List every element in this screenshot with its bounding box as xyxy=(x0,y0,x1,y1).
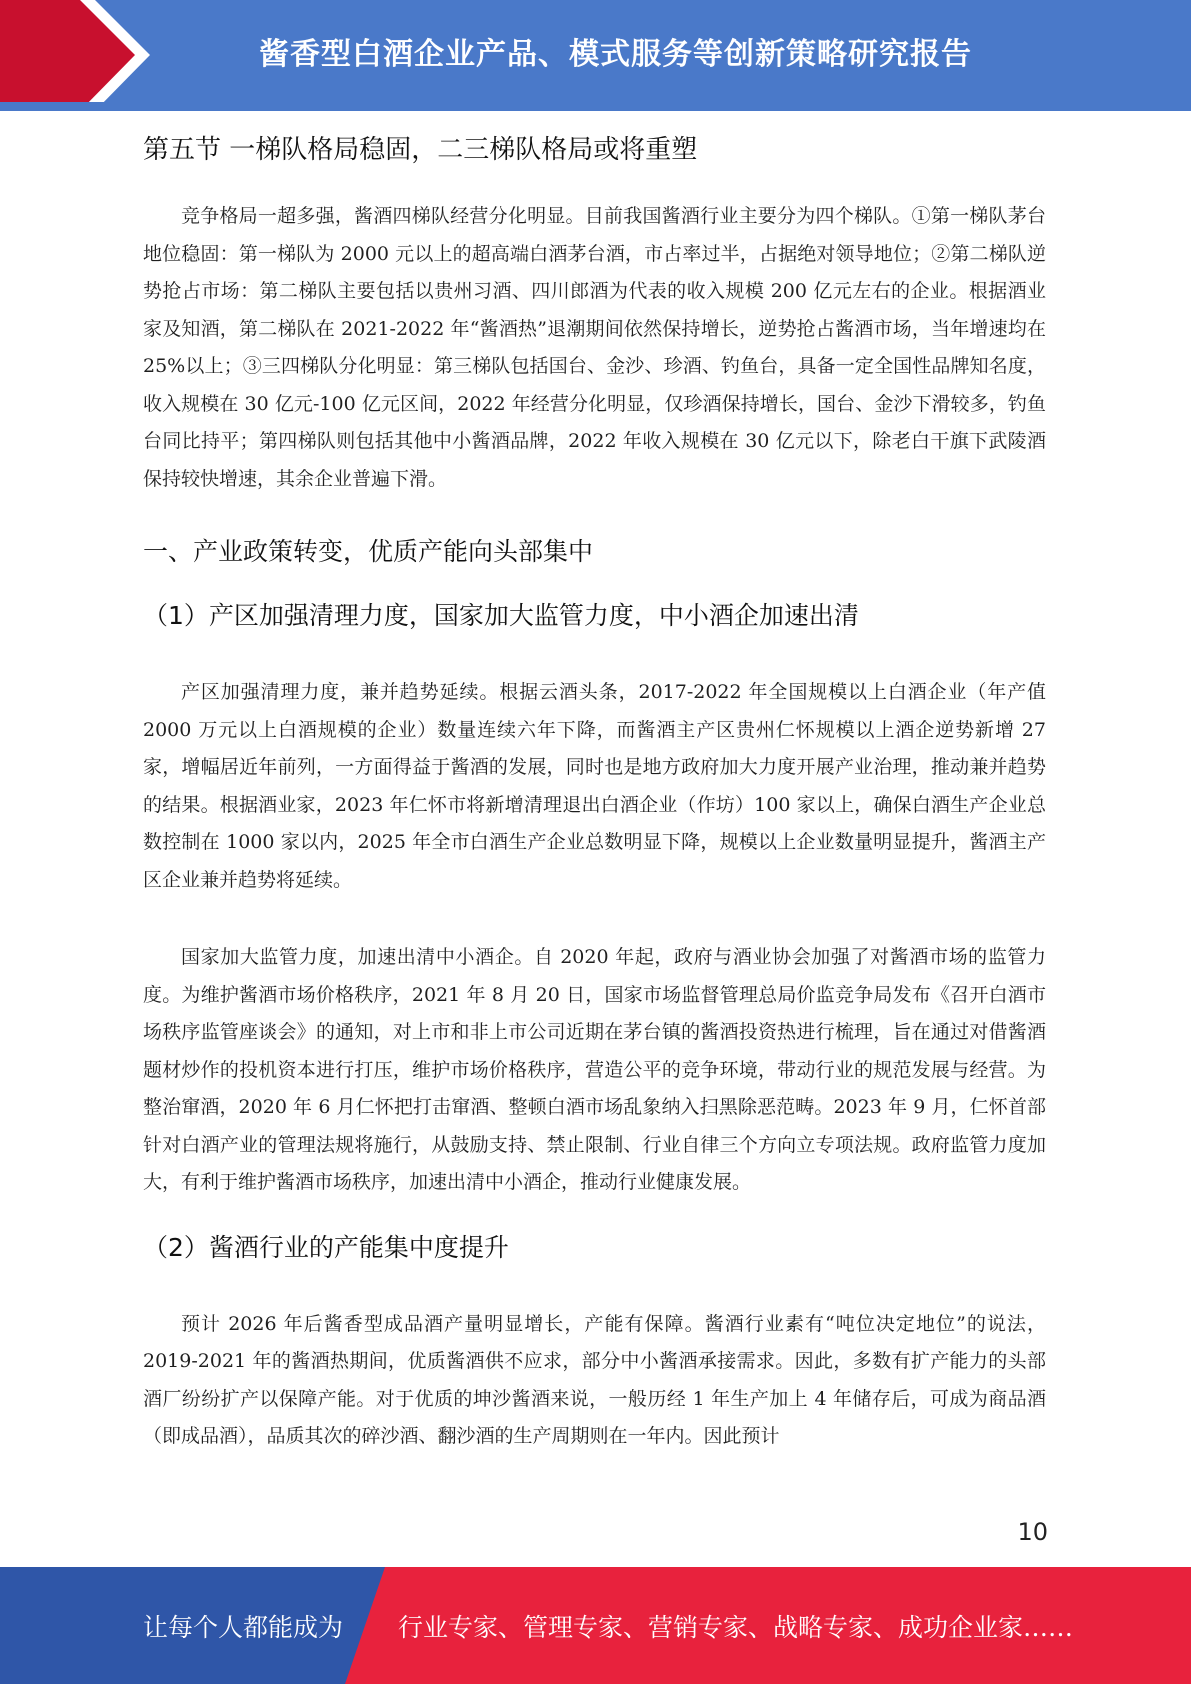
header-chevron-icon xyxy=(0,0,160,111)
subsection1-paragraph-1: 产区加强清理力度，兼并趋势延续。根据云酒头条，2017-2022 年全国规模以上白酒企业（年产值 2000 万元以上白酒规模的企业）数量连续六年下降，而酱酒主产区贵州仁怀规模以上酒企逆势新增 27 家，增幅居近年前列，一方面得益于酱酒的发展，同时也是地方政府加大力度开展产业治理，推动兼并趋势的结果。根据酒业家，2023 年仁怀市将新增清理退出白酒企业（作坊）100 家以上，确保白酒生产企业总数控制在 1000 家以内，2025 年全市白酒生产企业总数明显下降，规模以上企业数量明显提升，酱酒主产区企业兼并趋势将延续。 xyxy=(143,681,1046,891)
subsection2-heading: （2）酱酒行业的产能集中度提升 xyxy=(143,1232,509,1262)
main-content xyxy=(143,128,1046,1456)
footer-slogan-left: 让每个人都能成为 xyxy=(143,1612,344,1642)
page-number: 10 xyxy=(1017,1518,1048,1546)
subsection1-heading: （1）产区加强清理力度，国家加大监管力度，中小酒企加速出清 xyxy=(143,601,859,630)
part1-heading: 一、产业政策转变，优质产能向头部集中 xyxy=(143,537,594,566)
report-title: 酱香型白酒企业产品、模式服务等创新策略研究报告 xyxy=(259,37,972,72)
page-header xyxy=(0,0,1191,111)
subsection2-paragraph-1: 预计 2026 年后酱香型成品酒产量明显增长，产能有保障。酱酒行业素有“吨位决定地位”的说法，2019-2021 年的酱酒热期间，优质酱酒供不应求，部分中小酱酒承接需求。因此，多数有扩产能力的头部酒厂纷纷扩产以保障产能。对于优质的坤沙酱酒来说，一般历经 1 年生产加上 4 年储存后，可成为商品酒（即成品酒），品质其次的碎沙酒、翻沙酒的生产周期则在一年内。因此预计 xyxy=(143,1312,1046,1447)
footer-slogan-right: 行业专家、管理专家、营销专家、战略专家、成功企业家…… xyxy=(398,1612,1074,1642)
section-title: 第五节 一梯队格局稳固，二三梯队格局或将重塑 xyxy=(143,135,698,165)
page-footer xyxy=(0,1567,1191,1684)
section-intro-paragraph: 竞争格局一超多强，酱酒四梯队经营分化明显。目前我国酱酒行业主要分为四个梯队。①第一梯队茅台地位稳固：第一梯队为 2000 元以上的超高端白酒茅台酒，市占率过半，占据绝对领导地位；②第二梯队逆势抢占市场：第二梯队主要包括以贵州习酒、四川郎酒为代表的收入规模 200 亿元左右的企业。根据酒业家及知酒，第二梯队在 2021-2022 年“酱酒热”退潮期间依然保持增长，逆势抢占酱酒市场，当年增速均在 25%以上；③三四梯队分化明显：第三梯队包括国台、金沙、珍酒、钓鱼台，具备一定全国性品牌知名度，收入规模在 30 亿元-100 亿元区间，2022 年经营分化明显，仅珍酒保持增长，国台、金沙下滑较多，钓鱼台同比持平；第四梯队则包括其他中小酱酒品牌，2022 年收入规模在 30 亿元以下，除老白干旗下武陵酒保持较快增速，其余企业普遍下滑。 xyxy=(143,205,1046,490)
subsection1-paragraph-2: 国家加大监管力度，加速出清中小酒企。自 2020 年起，政府与酒业协会加强了对酱酒市场的监管力度。为维护酱酒市场价格秩序，2021 年 8 月 20 日，国家市场监督管理总局价监竞争局发布《召开白酒市场秩序监管座谈会》的通知，对上市和非上市公司近期在茅台镇的酱酒投资热进行梳理，旨在通过对借酱酒题材炒作的投机资本进行打压，维护市场价格秩序，营造公平的竞争环境，带动行业的规范发展与经营。为整治窜酒，2020 年 6 月仁怀把打击窜酒、整顿白酒市场乱象纳入扫黑除恶范畴。2023 年 9 月，仁怀首部针对白酒产业的管理法规将施行，从鼓励支持、禁止限制、行业自律三个方向立专项法规。政府监管力度加大，有利于维护酱酒市场秩序，加速出清中小酒企，推动行业健康发展。 xyxy=(143,946,1046,1193)
